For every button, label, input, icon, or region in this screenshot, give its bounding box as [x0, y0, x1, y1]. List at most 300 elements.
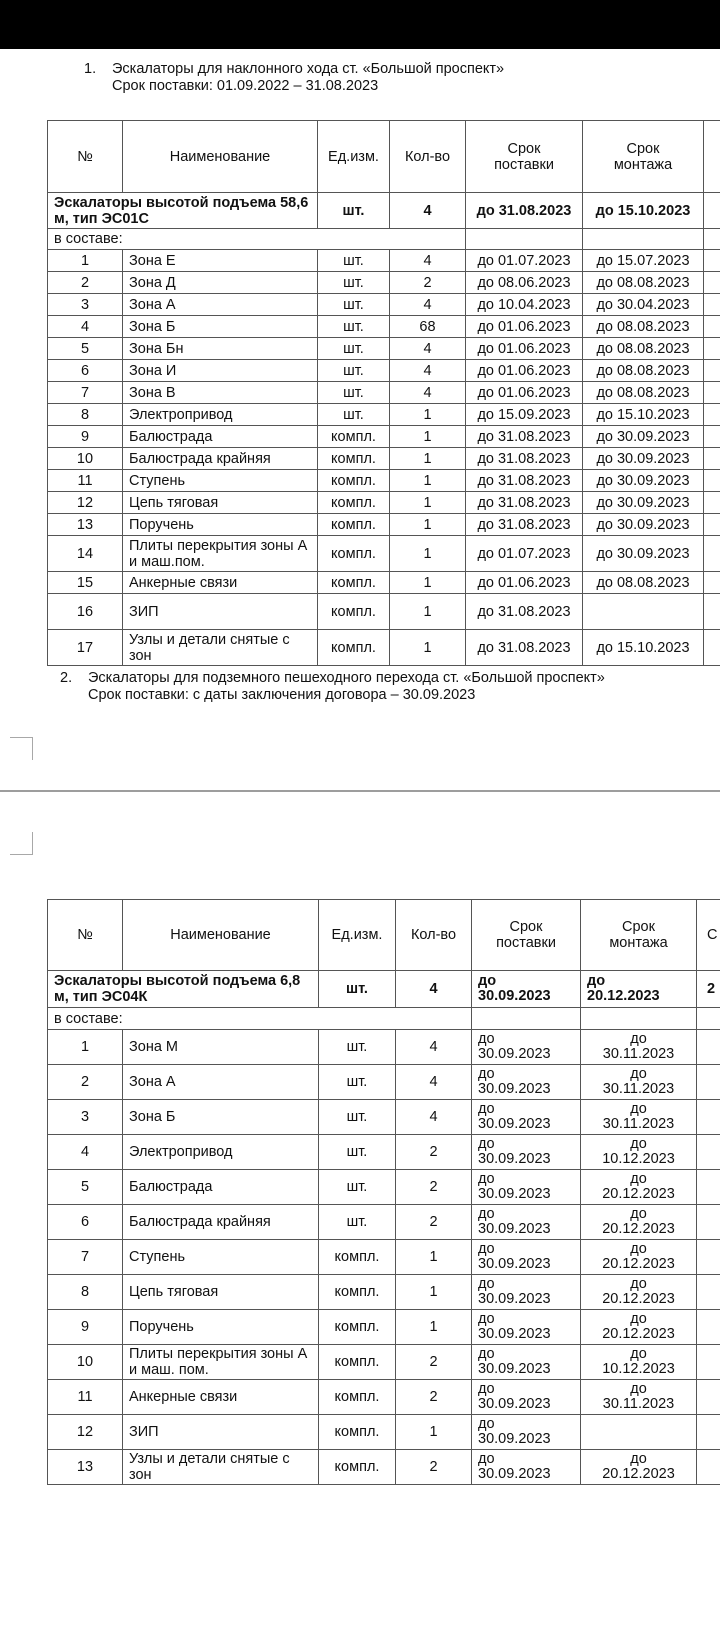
main-item-qty: 4 — [390, 193, 466, 229]
row-unit: компл. — [319, 1450, 396, 1485]
row-install — [581, 1380, 697, 1415]
header-install: Срок монтажа — [583, 121, 704, 193]
row-extra — [697, 1100, 720, 1135]
date-value: 30.09.2023 — [478, 1221, 551, 1237]
row-install — [581, 1275, 697, 1310]
row-name: Зона Д — [123, 272, 318, 294]
table-row — [48, 294, 720, 316]
date-value: 30.09.2023 — [478, 1291, 551, 1307]
row-extra — [704, 404, 720, 426]
row-name: Зона И — [123, 360, 318, 382]
row-extra — [704, 448, 720, 470]
row-number: 2 — [48, 272, 123, 294]
row-install — [581, 1205, 697, 1240]
row-extra — [697, 1030, 720, 1065]
date-prefix: до — [478, 1101, 495, 1117]
row-delivery: до 31.08.2023 — [466, 426, 583, 448]
row-extra — [697, 1310, 720, 1345]
header-qty: Кол-во — [390, 121, 466, 193]
row-number: 14 — [48, 536, 123, 572]
header-qty: Кол-во — [396, 900, 472, 971]
row-delivery — [472, 1135, 581, 1170]
header-extra: С — [697, 900, 720, 971]
row-qty: 1 — [390, 470, 466, 492]
table-row — [48, 1205, 720, 1240]
row-number: 13 — [48, 514, 123, 536]
row-delivery: до 31.08.2023 — [466, 594, 583, 630]
main-item-extra — [704, 193, 720, 229]
row-delivery: до 01.06.2023 — [466, 316, 583, 338]
row-install — [581, 1345, 697, 1380]
date-value: 30.09.2023 — [478, 988, 551, 1004]
page-break-divider — [0, 790, 720, 792]
row-number: 6 — [48, 1205, 123, 1240]
row-extra — [704, 594, 720, 630]
row-number: 3 — [48, 1100, 123, 1135]
row-unit: компл. — [319, 1415, 396, 1450]
table-row — [48, 448, 720, 470]
table-row — [48, 1135, 720, 1170]
date-prefix: до — [630, 1066, 647, 1082]
main-item-install — [581, 971, 697, 1008]
row-name: Анкерные связи — [123, 1380, 319, 1415]
row-install — [581, 1065, 697, 1100]
table-row — [48, 1345, 720, 1380]
date-prefix: до — [630, 1101, 647, 1117]
row-name: Балюстрада — [123, 426, 318, 448]
row-name: Поручень — [123, 514, 318, 536]
delivery-term: Срок поставки: с даты заключения договора – 30.09.2023 — [88, 687, 476, 703]
table-row — [48, 1065, 720, 1100]
row-extra — [704, 316, 720, 338]
main-item-unit: шт. — [318, 193, 390, 229]
row-install — [581, 1170, 697, 1205]
row-extra — [704, 382, 720, 404]
composition-row — [48, 229, 720, 250]
row-number: 11 — [48, 1380, 123, 1415]
table-row — [48, 272, 720, 294]
date-prefix: до — [478, 1381, 495, 1397]
date-value: 30.09.2023 — [478, 1431, 551, 1447]
row-qty: 1 — [390, 448, 466, 470]
date-value: 30.09.2023 — [478, 1081, 551, 1097]
date-value: 20.12.2023 — [602, 1256, 675, 1272]
row-unit: шт. — [318, 382, 390, 404]
section-title: Эскалаторы для наклонного хода ст. «Большой проспект» — [112, 61, 505, 77]
row-unit: компл. — [318, 536, 390, 572]
table-row — [48, 426, 720, 448]
table-row — [48, 1100, 720, 1135]
row-number: 12 — [48, 1415, 123, 1450]
row-qty: 1 — [390, 630, 466, 666]
main-item-extra: 2 — [697, 971, 720, 1008]
table-row — [48, 536, 720, 572]
table-row — [48, 492, 720, 514]
row-delivery — [472, 1310, 581, 1345]
table-row — [48, 1310, 720, 1345]
header-extra — [704, 121, 720, 193]
header-name: Наименование — [123, 121, 318, 193]
row-delivery — [472, 1450, 581, 1485]
date-prefix: до — [478, 1031, 495, 1047]
date-prefix: до — [630, 1206, 647, 1222]
main-item-unit: шт. — [319, 971, 396, 1008]
row-install — [581, 1415, 697, 1450]
delivery-term: Срок поставки: 01.09.2022 – 31.08.2023 — [112, 78, 379, 94]
section-2-heading — [60, 670, 605, 704]
row-install: до 08.08.2023 — [583, 382, 704, 404]
row-qty: 2 — [390, 272, 466, 294]
row-extra — [697, 1170, 720, 1205]
row-number: 7 — [48, 382, 123, 404]
row-unit: шт. — [319, 1065, 396, 1100]
row-install: до 30.09.2023 — [583, 448, 704, 470]
row-install — [581, 1240, 697, 1275]
row-delivery: до 01.06.2023 — [466, 338, 583, 360]
date-prefix: до — [478, 1346, 495, 1362]
row-unit: шт. — [318, 338, 390, 360]
row-name: ЗИП — [123, 594, 318, 630]
date-value: 30.09.2023 — [478, 1186, 551, 1202]
header-number: № — [48, 121, 123, 193]
row-number: 7 — [48, 1240, 123, 1275]
row-install: до 30.09.2023 — [583, 492, 704, 514]
date-value: 30.11.2023 — [602, 1116, 675, 1132]
row-delivery — [472, 1380, 581, 1415]
row-delivery: до 01.06.2023 — [466, 572, 583, 594]
row-unit: шт. — [318, 250, 390, 272]
row-qty: 1 — [390, 572, 466, 594]
row-install — [583, 594, 704, 630]
row-install: до 15.10.2023 — [583, 630, 704, 666]
row-delivery — [472, 1415, 581, 1450]
row-extra — [704, 630, 720, 666]
table-row — [48, 250, 720, 272]
section-1-heading — [84, 61, 504, 95]
row-name: Зона А — [123, 294, 318, 316]
row-extra — [697, 1345, 720, 1380]
row-number: 11 — [48, 470, 123, 492]
row-install: до 30.09.2023 — [583, 514, 704, 536]
row-install — [581, 1100, 697, 1135]
row-qty: 1 — [390, 514, 466, 536]
table-row — [48, 316, 720, 338]
row-qty: 1 — [390, 492, 466, 514]
row-extra — [697, 1205, 720, 1240]
row-qty: 1 — [390, 404, 466, 426]
row-name: Электропривод — [123, 1135, 319, 1170]
table-row — [48, 1380, 720, 1415]
row-delivery: до 01.06.2023 — [466, 382, 583, 404]
date-prefix: до — [587, 973, 606, 989]
row-extra — [704, 492, 720, 514]
main-item-row — [48, 193, 720, 229]
top-status-bar — [0, 0, 720, 49]
row-delivery: до 01.07.2023 — [466, 250, 583, 272]
row-number: 1 — [48, 1030, 123, 1065]
date-prefix: до — [478, 1311, 495, 1327]
row-delivery — [472, 1275, 581, 1310]
date-value: 30.09.2023 — [478, 1361, 551, 1377]
row-qty: 4 — [390, 338, 466, 360]
row-delivery — [472, 1170, 581, 1205]
row-delivery: до 01.07.2023 — [466, 536, 583, 572]
header-delivery: Срок поставки — [472, 900, 581, 971]
table-row — [48, 1415, 720, 1450]
row-name: Балюстрада — [123, 1170, 319, 1205]
row-unit: шт. — [319, 1170, 396, 1205]
row-name: Узлы и детали снятые с зон — [123, 1450, 319, 1485]
row-unit: компл. — [318, 572, 390, 594]
date-value: 10.12.2023 — [602, 1151, 675, 1167]
row-extra — [697, 1065, 720, 1100]
row-extra — [704, 250, 720, 272]
date-value: 30.11.2023 — [602, 1046, 675, 1062]
row-extra — [704, 294, 720, 316]
row-unit: компл. — [318, 514, 390, 536]
row-install — [581, 1310, 697, 1345]
row-delivery: до 31.08.2023 — [466, 492, 583, 514]
row-unit: шт. — [318, 404, 390, 426]
table-row — [48, 360, 720, 382]
row-delivery — [472, 1240, 581, 1275]
date-value: 30.09.2023 — [478, 1396, 551, 1412]
row-qty: 2 — [396, 1170, 472, 1205]
date-prefix: до — [630, 1276, 647, 1292]
table-row — [48, 404, 720, 426]
date-prefix: до — [478, 1416, 495, 1432]
row-install: до 30.09.2023 — [583, 536, 704, 572]
table-row — [48, 1450, 720, 1485]
main-item-delivery: до 31.08.2023 — [466, 193, 583, 229]
date-value: 30.09.2023 — [478, 1116, 551, 1132]
row-name: Анкерные связи — [123, 572, 318, 594]
table-row — [48, 470, 720, 492]
row-delivery: до 31.08.2023 — [466, 514, 583, 536]
row-qty: 1 — [396, 1415, 472, 1450]
row-number: 5 — [48, 338, 123, 360]
date-prefix: до — [630, 1136, 647, 1152]
row-qty: 1 — [390, 594, 466, 630]
row-qty: 2 — [396, 1135, 472, 1170]
row-unit: компл. — [319, 1345, 396, 1380]
row-extra — [697, 1415, 720, 1450]
empty-cell — [466, 229, 583, 250]
date-prefix: до — [478, 1136, 495, 1152]
row-qty: 2 — [396, 1205, 472, 1240]
row-qty: 1 — [396, 1240, 472, 1275]
table-row — [48, 1240, 720, 1275]
main-item-name: Эскалаторы высотой подъема 6,8 м, тип ЭС04К — [48, 971, 319, 1008]
row-number: 12 — [48, 492, 123, 514]
row-number: 16 — [48, 594, 123, 630]
row-extra — [704, 514, 720, 536]
date-prefix: до — [478, 1066, 495, 1082]
row-name: ЗИП — [123, 1415, 319, 1450]
date-prefix: до — [630, 1346, 647, 1362]
composition-row — [48, 1008, 720, 1030]
row-install: до 08.08.2023 — [583, 338, 704, 360]
page-corner-mark — [10, 832, 33, 855]
date-value: 10.12.2023 — [602, 1361, 675, 1377]
date-value: 20.12.2023 — [587, 988, 660, 1004]
row-delivery — [472, 1100, 581, 1135]
header-install: Срок монтажа — [581, 900, 697, 971]
row-unit: компл. — [318, 448, 390, 470]
row-name: Зона Бн — [123, 338, 318, 360]
page-corner-mark — [10, 737, 33, 760]
row-qty: 2 — [396, 1450, 472, 1485]
row-name: Зона В — [123, 382, 318, 404]
row-qty: 68 — [390, 316, 466, 338]
row-unit: компл. — [318, 470, 390, 492]
date-value: 20.12.2023 — [602, 1221, 675, 1237]
table-row — [48, 514, 720, 536]
row-delivery: до 15.09.2023 — [466, 404, 583, 426]
row-install: до 08.08.2023 — [583, 572, 704, 594]
row-unit: шт. — [318, 316, 390, 338]
table-row — [48, 572, 720, 594]
row-name: Балюстрада крайняя — [123, 448, 318, 470]
row-delivery: до 31.08.2023 — [466, 448, 583, 470]
row-extra — [704, 272, 720, 294]
row-install: до 08.08.2023 — [583, 316, 704, 338]
row-name: Зона Б — [123, 1100, 319, 1135]
row-name: Балюстрада крайняя — [123, 1205, 319, 1240]
date-value: 30.09.2023 — [478, 1466, 551, 1482]
row-unit: шт. — [319, 1135, 396, 1170]
row-name: Цепь тяговая — [123, 1275, 319, 1310]
row-delivery: до 31.08.2023 — [466, 470, 583, 492]
date-value: 30.11.2023 — [602, 1081, 675, 1097]
row-number: 9 — [48, 1310, 123, 1345]
header-unit: Ед.изм. — [318, 121, 390, 193]
empty-cell — [583, 229, 704, 250]
row-unit: шт. — [319, 1205, 396, 1240]
row-name: Плиты перекрытия зоны А и маш. пом. — [123, 1345, 319, 1380]
row-qty: 1 — [390, 536, 466, 572]
main-item-install: до 15.10.2023 — [583, 193, 704, 229]
row-delivery — [472, 1030, 581, 1065]
row-name: Электропривод — [123, 404, 318, 426]
date-value: 20.12.2023 — [602, 1466, 675, 1482]
empty-cell — [472, 1008, 581, 1030]
row-delivery: до 08.06.2023 — [466, 272, 583, 294]
row-number: 3 — [48, 294, 123, 316]
row-delivery — [472, 1205, 581, 1240]
date-value: 30.11.2023 — [602, 1396, 675, 1412]
row-number: 10 — [48, 448, 123, 470]
row-delivery — [472, 1065, 581, 1100]
row-qty: 1 — [396, 1310, 472, 1345]
empty-cell — [697, 1008, 720, 1030]
empty-cell — [581, 1008, 697, 1030]
date-value: 20.12.2023 — [602, 1291, 675, 1307]
equipment-table-1 — [47, 120, 720, 666]
row-number: 8 — [48, 404, 123, 426]
row-unit: компл. — [319, 1275, 396, 1310]
row-unit: компл. — [319, 1310, 396, 1345]
row-number: 15 — [48, 572, 123, 594]
date-prefix: до — [630, 1451, 647, 1467]
main-item-qty: 4 — [396, 971, 472, 1008]
empty-cell — [704, 229, 720, 250]
row-number: 1 — [48, 250, 123, 272]
row-name: Зона Б — [123, 316, 318, 338]
row-qty: 4 — [390, 294, 466, 316]
row-install: до 30.04.2023 — [583, 294, 704, 316]
row-name: Ступень — [123, 1240, 319, 1275]
date-prefix: до — [630, 1311, 647, 1327]
row-unit: шт. — [318, 360, 390, 382]
date-value: 30.09.2023 — [478, 1046, 551, 1062]
row-extra — [704, 360, 720, 382]
row-extra — [697, 1450, 720, 1485]
header-name: Наименование — [123, 900, 319, 971]
table-row — [48, 1030, 720, 1065]
table-header-row — [48, 121, 720, 193]
row-extra — [697, 1275, 720, 1310]
row-qty: 4 — [390, 360, 466, 382]
composition-label: в составе: — [48, 1008, 472, 1030]
row-install: до 08.08.2023 — [583, 272, 704, 294]
row-extra — [704, 470, 720, 492]
table-row — [48, 338, 720, 360]
header-unit: Ед.изм. — [319, 900, 396, 971]
table-row — [48, 1275, 720, 1310]
row-install: до 30.09.2023 — [583, 470, 704, 492]
row-unit: компл. — [318, 426, 390, 448]
row-number: 6 — [48, 360, 123, 382]
row-name: Узлы и детали снятые с зон — [123, 630, 318, 666]
row-name: Поручень — [123, 1310, 319, 1345]
date-value: 20.12.2023 — [602, 1186, 675, 1202]
row-unit: шт. — [318, 272, 390, 294]
composition-label: в составе: — [48, 229, 466, 250]
row-qty: 2 — [396, 1380, 472, 1415]
main-item-name: Эскалаторы высотой подъема 58,6 м, тип ЭС01С — [48, 193, 318, 229]
row-qty: 1 — [396, 1275, 472, 1310]
row-name: Ступень — [123, 470, 318, 492]
table-row — [48, 1170, 720, 1205]
row-number: 9 — [48, 426, 123, 448]
row-install: до 15.07.2023 — [583, 250, 704, 272]
row-delivery: до 10.04.2023 — [466, 294, 583, 316]
row-number: 8 — [48, 1275, 123, 1310]
header-number: № — [48, 900, 123, 971]
date-prefix: до — [630, 1241, 647, 1257]
main-item-delivery — [472, 971, 581, 1008]
row-unit: шт. — [319, 1030, 396, 1065]
row-name: Цепь тяговая — [123, 492, 318, 514]
row-qty: 2 — [396, 1345, 472, 1380]
row-qty: 1 — [390, 426, 466, 448]
row-unit: компл. — [318, 492, 390, 514]
date-prefix: до — [478, 1276, 495, 1292]
date-prefix: до — [478, 1451, 495, 1467]
row-extra — [697, 1380, 720, 1415]
row-delivery — [472, 1345, 581, 1380]
row-unit: компл. — [318, 630, 390, 666]
row-qty: 4 — [396, 1065, 472, 1100]
row-install — [581, 1450, 697, 1485]
row-number: 4 — [48, 1135, 123, 1170]
date-value: 20.12.2023 — [602, 1326, 675, 1342]
table-row — [48, 594, 720, 630]
section-number: 2. — [60, 670, 73, 686]
row-qty: 4 — [396, 1030, 472, 1065]
table-header-row — [48, 900, 720, 971]
